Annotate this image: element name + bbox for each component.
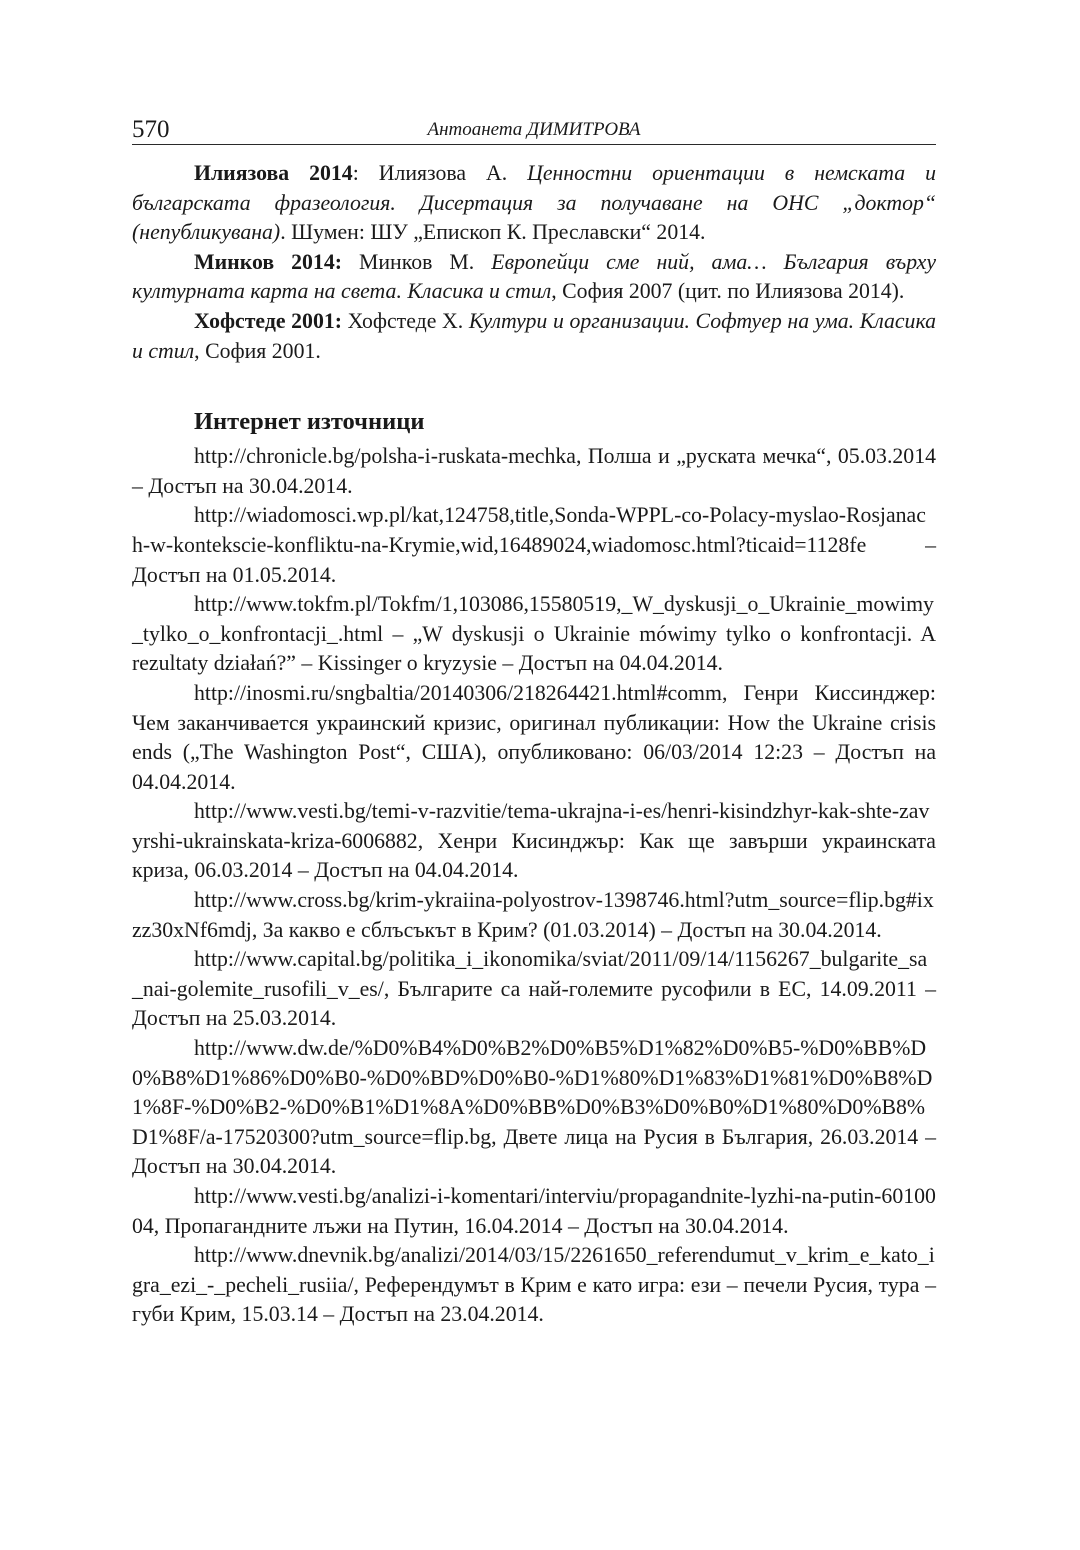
source-description: , Двете лица на Русия в България, 26.03.2014 – Достъп на 30.04.2014. [132, 1124, 936, 1179]
source-url: http://www.tokfm.pl/Tokfm/1,103086,15580519,_W_dyskusji_o_Ukrainie_mowimy_tylko_o_konfrontacji_.html [132, 592, 934, 646]
entry-author: Хофстеде Х. [342, 308, 469, 333]
source-entry [132, 1034, 936, 1182]
entry-label: Хофстеде 2001: [194, 308, 342, 333]
entry-author: Минков М. [341, 249, 492, 274]
page-body [132, 159, 936, 1330]
entry-label: Илиязова 2014 [194, 161, 353, 185]
bibliography-entry [132, 307, 936, 366]
bibliography-entry [132, 248, 936, 307]
entry-publisher: , София 2001. [194, 338, 321, 363]
source-entry [132, 679, 936, 797]
source-url: http://wiadomosci.wp.pl/kat,124758,title,Sonda-WPPL-co-Polacy-myslao-Rosjanach-w-kontekscie-konfliktu-na-Krymie,wid,16489024,wiadomosc.html?ticaid=1128fe [132, 503, 926, 557]
source-url: http://www.cross.bg/krim-ykraiina-polyostrov-1398746.html?utm_source=flip.bg#ixzz30xNf6mdj [132, 888, 934, 942]
source-description: , Хенри Кисинджър: Как ще завърши украинската криза, 06.03.2014 – Достъп на 04.04.2014. [132, 828, 936, 883]
source-description: – Достъп на 01.05.2014. [132, 532, 936, 587]
source-url: http://www.vesti.bg/temi-v-razvitie/tema-ukrajna-i-es/henri-kisindzhyr-kak-shte-zavyrshi-ukrainskata-kriza-6006882 [132, 799, 930, 853]
source-entry [132, 590, 936, 679]
running-title: Антоанета ДИМИТРОВА [427, 119, 641, 140]
source-entry [132, 886, 936, 945]
running-head [132, 110, 936, 145]
source-description: , Полша и „руската мечка“, 05.03.2014 – Достъп на 30.04.2014. [132, 444, 936, 498]
source-url: http://www.dw.de/%D0%B4%D0%B2%D0%B5%D1%82%D0%B5-%D0%BB%D0%B8%D1%86%D0%B0-%D0%BD%D0%B0-%D1%80%D1%83%D1%81%D0%B8%D1%8F-%D0%B2-%D0%B1%D1%8A%D0%BB%D0%B3%D0%B0%D1%80%D0%B8%D1%8F/a-17520300?utm_source=flip.bg [132, 1036, 933, 1149]
entry-title: Култури и организации. Софтуер на ума. Класика и стил [132, 308, 937, 363]
source-entry [132, 1241, 936, 1330]
source-description: , Пропагандните лъжи на Путин, 16.04.2014 – Достъп на 30.04.2014. [153, 1213, 789, 1238]
entry-author: : Илиязова А. [352, 161, 528, 185]
section-title: Интернет източници [194, 408, 425, 436]
source-description: , Референдумът в Крим е като игра: ези – печели Русия, тура – губи Крим, 15.03.14 – Достъп на 23.04.2014. [132, 1272, 936, 1327]
bibliography-entry [132, 159, 936, 248]
source-description: – „W dyskusji o Ukrainie mówimy tylko o konfrontacji. A rezultaty działań?” – Kissinger o kryzysie – Достъп на 04.04.2014. [132, 621, 936, 676]
entry-label: Минков 2014: [194, 249, 342, 274]
source-url: http://inosmi.ru/sngbaltia/20140306/218264421.html#comm [194, 680, 722, 705]
source-entry [132, 945, 936, 1034]
source-entry [132, 501, 936, 590]
page-number: 570 [132, 116, 170, 143]
source-url: http://www.dnevnik.bg/analizi/2014/03/15/2261650_referendumut_v_krim_e_kato_igra_ezi_-_pecheli_rusiia/ [132, 1243, 935, 1297]
entry-title: Ценностни ориентации в немската и българската фразеология. Дисертация за получаване на ОНС „доктор“ (непубликувана) [132, 161, 937, 245]
source-entry [132, 442, 936, 501]
entry-title: Европейци сме ний, ама… България върху културната карта на света. Класика и стил [132, 249, 937, 304]
page [132, 110, 936, 1330]
source-entry [132, 1182, 936, 1241]
source-description: , За какво е сблъсъкът в Крим? (01.03.2014) – Достъп на 30.04.2014. [251, 917, 882, 942]
source-entry [132, 797, 936, 886]
entry-publisher: , София 2007 (цит. по Илиязова 2014). [551, 279, 905, 304]
source-url: http://chronicle.bg/polsha-i-ruskata-mechka [194, 444, 576, 469]
source-description: , Генри Киссинджер: Чем заканчивается украинский кризис, оригинал публикации: How the Ukraine crisis ends („The Washington Post“, США), опубликовано: 06/03/2014 12:23 – Достъп на 04.04.2014. [132, 680, 936, 794]
source-description: , Българите са най-големите русофили в ЕС, 14.09.2011 – Достъп на 25.03.2014. [132, 976, 936, 1031]
source-url: http://www.vesti.bg/analizi-i-komentari/interviu/propagandnite-lyzhi-na-putin-6010004 [132, 1184, 936, 1238]
source-url: http://www.capital.bg/politika_i_ikonomika/sviat/2011/09/14/1156267_bulgarite_sa_nai-golemite_rusofili_v_es/ [132, 947, 928, 1001]
entry-publisher: . Шумен: ШУ „Епископ К. Преславски“ 2014. [280, 220, 706, 245]
